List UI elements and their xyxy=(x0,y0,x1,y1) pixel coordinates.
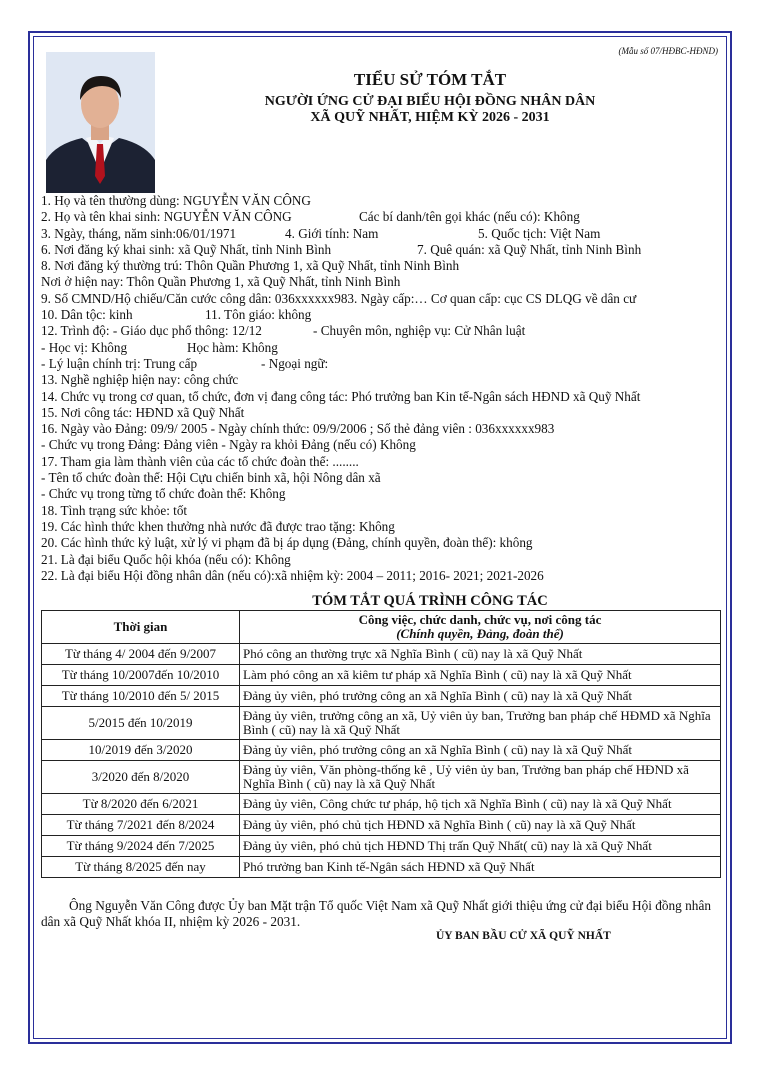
document-subtitle-2: XÃ QUỸ NHẤT, HIỆM KỲ 2026 - 2031 xyxy=(310,110,550,125)
column-header-description-line2: (Chính quyền, Đảng, đoàn thể) xyxy=(396,626,564,641)
field-current-address: Nơi ở hiện nay: Thôn Quần Phương 1, xã Quỹ Nhất, tỉnh Ninh Bình xyxy=(41,274,401,290)
row-description: Đảng ủy viên, Văn phòng-thống kê , Uỷ viên ủy ban, Trưởng ban pháp chế HĐND xã Nghĩa Bình ( cũ) nay là xã Quỹ Nhất xyxy=(240,761,721,794)
table-row xyxy=(42,794,721,815)
field-party-dates: 16. Ngày vào Đảng: 09/9/ 2005 - Ngày chính thức: 09/9/2006 ; Số thẻ đảng viên : 036xxxxxx983 xyxy=(41,421,555,437)
row-description: Đảng ủy viên, phó trưởng công an xã Nghĩa Bình ( cũ) nay là xã Quỹ Nhất xyxy=(240,686,721,707)
field-birth-date: 3. Ngày, tháng, năm sinh:06/01/1971 xyxy=(41,225,237,241)
field-id-card: 9. Số CMND/Hộ chiếu/Căn cước công dân: 036xxxxxx983. Ngày cấp:… Cơ quan cấp: cục CS DLQG về dân cư xyxy=(41,290,637,306)
row-description: Đảng ủy viên, phó chủ tịch HĐND xã Nghĩa Bình ( cũ) nay là xã Quỹ Nhất xyxy=(240,815,721,836)
field-birth-name: 2. Họ và tên khai sinh: NGUYỄN VĂN CÔNG xyxy=(41,209,292,225)
field-aliases: Các bí danh/tên gọi khác (nếu có): Không xyxy=(359,209,580,225)
field-organization-names: - Tên tổ chức đoàn thể: Hội Cựu chiến binh xã, hội Nông dân xã xyxy=(41,470,381,486)
field-awards: 19. Các hình thức khen thưởng nhà nước đã được trao tặng: Không xyxy=(41,518,395,534)
row-time: Từ tháng 7/2021 đến 8/2024 xyxy=(42,815,240,836)
document-title: TIỂU SỬ TÓM TẮT xyxy=(353,70,507,89)
form-code: (Mẫu số 07/HĐBC-HĐND) xyxy=(618,46,718,56)
table-row xyxy=(42,857,721,878)
row-time: Từ tháng 9/2024 đến 7/2025 xyxy=(42,836,240,857)
row-time: Từ tháng 10/2010 đến 5/ 2015 xyxy=(42,686,240,707)
row-description: Phó trưởng ban Kinh tế-Ngân sách HĐND xã Quỹ Nhất xyxy=(240,857,721,878)
field-degree: - Học vị: Không xyxy=(41,339,128,355)
row-time: Từ tháng 10/2007đến 10/2010 xyxy=(42,665,240,686)
field-specialization: - Chuyên môn, nghiệp vụ: Cử Nhân luật xyxy=(313,323,526,339)
closing-statement xyxy=(41,898,721,930)
row-description: Phó công an thường trực xã Nghĩa Bình ( cũ) nay là xã Quỹ Nhất xyxy=(240,644,721,665)
field-organizations: 17. Tham gia làm thành viên của các tổ chức đoàn thể: ........ xyxy=(41,453,359,469)
table-row xyxy=(42,836,721,857)
field-national-assembly: 21. Là đại biểu Quốc hội khóa (nếu có): Không xyxy=(41,551,291,567)
table-row xyxy=(42,686,721,707)
row-description: Đảng ủy viên, trưởng công an xã, Uỷ viên ủy ban, Trưởng ban pháp chế HĐMD xã Nghĩa Bình ( cũ) nay là xã Quỹ Nhất xyxy=(240,707,721,740)
row-description: Đảng ủy viên, Công chức tư pháp, hộ tịch xã Nghĩa Bình ( cũ) nay là xã Quỹ Nhất xyxy=(240,794,721,815)
row-time: 10/2019 đến 3/2020 xyxy=(42,740,240,761)
field-nationality: 5. Quốc tịch: Việt Nam xyxy=(478,225,601,241)
field-organization-positions: - Chức vụ trong từng tổ chức đoàn thể: Không xyxy=(41,486,286,502)
row-time: 5/2015 đến 10/2019 xyxy=(42,707,240,740)
row-time: Từ tháng 4/ 2004 đến 9/2007 xyxy=(42,644,240,665)
table-row xyxy=(42,815,721,836)
table-row xyxy=(42,665,721,686)
column-header-time: Thời gian xyxy=(42,611,240,644)
field-academic-title: Học hàm: Không xyxy=(187,339,278,355)
field-religion: 11. Tôn giáo: không xyxy=(205,307,312,323)
field-foreign-language: - Ngoại ngữ: xyxy=(261,355,329,371)
signature-organization: ỦY BAN BẦU CỬ XÃ QUỸ NHẤT xyxy=(436,930,611,942)
table-row xyxy=(42,761,721,794)
row-description: Làm phó công an xã kiêm tư pháp xã Nghĩa Bình ( cũ) nay là xã Quỹ Nhất xyxy=(240,665,721,686)
field-ethnicity: 10. Dân tộc: kinh xyxy=(41,307,133,323)
personal-info xyxy=(41,193,721,584)
table-row xyxy=(42,707,721,740)
field-occupation: 13. Nghề nghiệp hiện nay: công chức xyxy=(41,372,239,388)
table-row xyxy=(42,644,721,665)
field-common-name: 1. Họ và tên thường dùng: NGUYỄN VĂN CÔNG xyxy=(41,193,311,208)
column-header-description-line1: Công việc, chức danh, chức vụ, nơi công tác xyxy=(358,612,602,627)
portrait-photo xyxy=(46,52,155,193)
field-party-position: - Chức vụ trong Đảng: Đảng viên - Ngày ra khỏi Đảng (nếu có) Không xyxy=(41,437,416,453)
table-row xyxy=(42,740,721,761)
closing-text: Ông Nguyễn Văn Công được Ủy ban Mặt trận Tổ quốc Việt Nam xã Quỹ Nhất giới thiệu ứng cử đại biểu Hội đồng nhân dân xã Quỹ Nhất khóa II, nhiệm kỳ 2026 - 2031. xyxy=(41,898,712,929)
field-discipline: 20. Các hình thức kỷ luật, xử lý vi phạm đã bị áp dụng (Đảng, chính quyền, đoàn thể): không xyxy=(41,535,533,551)
field-birth-registration: 6. Nơi đăng ký khai sinh: xã Quỹ Nhất, tỉnh Ninh Bình xyxy=(41,241,332,257)
field-health: 18. Tình trạng sức khỏe: tốt xyxy=(41,502,188,518)
table-header-row xyxy=(42,611,721,644)
field-position: 14. Chức vụ trong cơ quan, tổ chức, đơn vị đang công tác: Phó trưởng ban Kin tế-Ngân sách HĐND xã Quỹ Nhất xyxy=(41,388,641,404)
document-subtitle-1: NGƯỜI ỨNG CỬ ĐẠI BIỂU HỘI ĐỒNG NHÂN DÂN xyxy=(264,94,596,109)
field-workplace: 15. Nơi công tác: HĐND xã Quỹ Nhất xyxy=(41,404,245,420)
row-time: 3/2020 đến 8/2020 xyxy=(42,761,240,794)
field-hometown: 7. Quê quán: xã Quỹ Nhất, tỉnh Ninh Bình xyxy=(417,241,642,257)
field-council-terms: 22. Là đại biểu Hội đồng nhân dân (nếu có):xã nhiệm kỳ: 2004 – 2011; 2016- 2021; 2021-2026 xyxy=(41,567,544,583)
field-gender: 4. Giới tính: Nam xyxy=(285,225,379,241)
field-permanent-address: 8. Nơi đăng ký thường trú: Thôn Quần Phương 1, xã Quỹ Nhất, tỉnh Ninh Bình xyxy=(41,258,460,274)
column-header-description xyxy=(240,611,721,644)
row-time: Từ 8/2020 đến 6/2021 xyxy=(42,794,240,815)
row-description: Đảng ủy viên, phó trưởng công an xã Nghĩa Bình ( cũ) nay là xã Quỹ Nhất xyxy=(240,740,721,761)
field-general-education: 12. Trình độ: - Giáo dục phổ thông: 12/12 xyxy=(41,323,262,339)
work-history-title: TÓM TẮT QUÁ TRÌNH CÔNG TÁC xyxy=(312,593,548,609)
row-time: Từ tháng 8/2025 đến nay xyxy=(42,857,240,878)
row-description: Đảng ủy viên, phó chủ tịch HĐND Thị trấn Quỹ Nhất( cũ) nay là xã Quỹ Nhất xyxy=(240,836,721,857)
work-history-table xyxy=(41,610,721,878)
field-political-theory: - Lý luận chính trị: Trung cấp xyxy=(41,355,198,371)
